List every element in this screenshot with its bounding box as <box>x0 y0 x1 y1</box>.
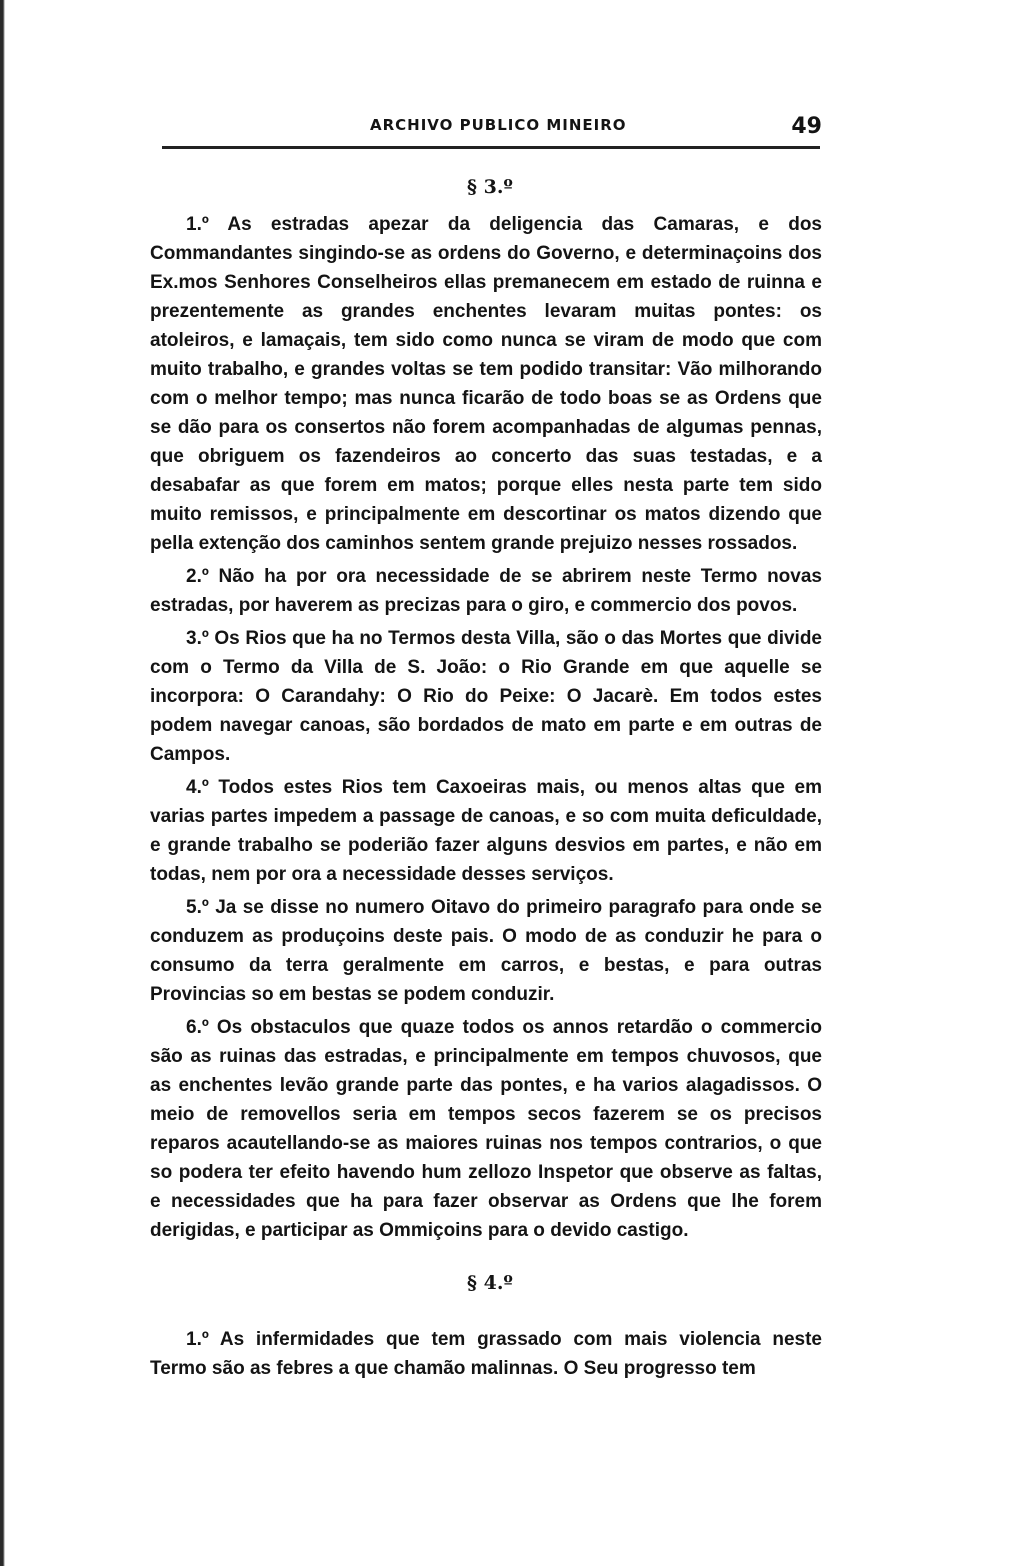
section-heading-3: § 3.º <box>467 176 513 198</box>
paragraph: 5.º Ja se disse no numero Oitavo do primeiro paragrafo para onde se conduzem as produçoins deste pais. O modo de as conduzir he para o consumo da terra geralmente em carros, e bestas, e para outras Provincias so em bestas se podem conduzir. <box>150 897 822 1005</box>
paragraph: 1.º As infermidades que tem grassado com mais violencia neste Termo são as febres a que chamão malinnas. O Seu progresso tem <box>150 1329 822 1379</box>
paragraph: 1.º As estradas apezar da deligencia das Camaras, e dos Commandantes singindo-se as ordens do Governo, e determinaçoins dos Ex.mos Senhores Conselheiros ellas premanecem em estado de ruinna e prezentemente as grandes enchentes levaram muitas pontes: os atoleiros, e lamaçais, tem sido como nunca se viram de modo que com muito trabalho, e grandes voltas se tem podido transitar: Vão milhorando com o melhor tempo; mas nunca ficarão de todo boas se as Ordens que se dão para os consertos não forem acompanhadas de algumas pennas, que obriguem os fazendeiros ao concerto das suas testadas, e a desabafar as que forem em matos; porque elles nesta parte tem sido muito remissos, e principalmente em descortinar os matos dizendo que pella extenção dos caminhos sentem grande prejuizo nesses rossados. <box>150 214 822 554</box>
header-rule <box>162 146 820 149</box>
running-title: ARCHIVO PUBLICO MINEIRO <box>370 116 627 134</box>
section-4-body <box>150 1325 822 1387</box>
paragraph: 4.º Todos estes Rios tem Caxoeiras mais, ou menos altas que em varias partes impedem a passage de canoas, e so com muita deficuldade, e grande trabalho se poderião fazer alguns desvios em partes, e não em todas, nem por ora a necessidade desses serviços. <box>150 777 822 885</box>
binding-edge <box>0 0 8 1566</box>
page-number: 49 <box>791 114 822 139</box>
paragraph: 6.º Os obstaculos que quaze todos os annos retardão o commercio são as ruinas das estradas, e principalmente em tempos chuvosos, que as enchentes levão grande parte das pontes, e ha varios alagadissos. O meio de removellos seria em tempos secos fazerem se os precisos reparos acautellando-se as maiores ruinas nos tempos contrarios, o que so podera ter efeito havendo hum zellozo Inspetor que observe as faltas, e necessidades que ha para fazer observar as Ordens que lhe forem derigidas, e participar as Ommiçoins para o devido castigo. <box>150 1017 822 1241</box>
running-header <box>162 112 822 142</box>
section-3-body <box>150 210 822 1249</box>
paragraph: 2.º Não ha por ora necessidade de se abrirem neste Termo novas estradas, por haverem as precizas para o giro, e commercio dos povos. <box>150 566 822 616</box>
paragraph: 3.º Os Rios que ha no Termos desta Villa, são o das Mortes que divide com o Termo da Villa de S. João: o Rio Grande em que aquelle se incorpora: O Carandahy: O Rio do Peixe: O Jacarè. Em todos estes podem navegar canoas, são bordados de mato em parte e em outras de Campos. <box>150 628 822 765</box>
section-heading-4: § 4.º <box>467 1272 513 1294</box>
